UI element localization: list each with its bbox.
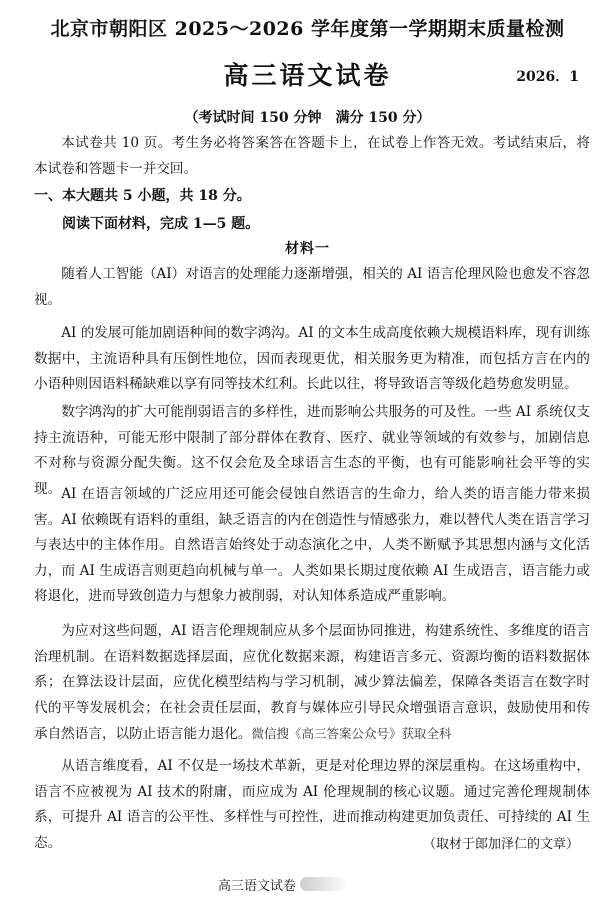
paper-date: 2026．1 [516,69,579,85]
paragraph: 从语言维度看，AI 不仅是一场技术革新，更是对伦理边界的深层重构。在这场重构中，语言不应被视为 AI 技术的附庸，而应成为 AI 伦理规制的核心议题。通过完善伦理规制体系，可提升 AI 语言的公平性、多样性与可控性，进而推动构建更加负责任、可持续的 AI 生态。 [34,758,590,851]
exam-title: 北京市朝阳区 2025～2026 学年度第一学期期末质量检测 [50,18,565,40]
section-heading: 一、本大题共 5 小题，共 18 分。 [34,188,251,204]
paper-title: 高三语文试卷 [223,61,392,90]
paragraph: AI 的发展可能加剧语种间的数字鸿沟。AI 的文本生成高度依赖大规模语料库，现有训练数据中，主流语种具有压倒性地位，因而表现更优，相关服务更为精准，而包括方言在内的小语种则因语料稀缺难以享有同等技术红利。长此以往，将导致语言等级化趋势愈发明显。 [34,325,590,392]
paragraph: AI 在语言领域的广泛应用还可能会侵蚀自然语言的生命力，给人类的语言能力带来损害。AI 依赖既有语料的重组，缺乏语言的内在创造性与情感张力，难以替代人类在语言学习与表达中的主体作用。自然语言始终处于动态演化之中，人类不断赋予其思想内涵与文化活力，而 AI 生成语言则更趋向机械与单一。人类如果长期过度依赖 AI 生成语言，语言能力或将退化，进而导致创造力与想象力被削弱，对认知体系造成严重影响。 [34,486,590,604]
scan-smudge [300,877,348,891]
wechat-note: 微信搜《高三答案公众号》获取全科 [251,726,452,741]
paragraph: 数字鸿沟的扩大可能削弱语言的多样性，进而影响公共服务的可及性。一些 AI 系统仅支持主流语种，可能无形中限制了部分群体在教育、医疗、就业等领域的有效参与，加剧信息不对称与资源分配失衡。这不仅会危及全球语言生态的平衡，也有可能影响社会平等的实现。 [34,404,590,497]
page-footer: 高三语文试卷 [218,879,297,894]
instructions: 本试卷共 10 页。考生务必将答案答在答题卡上，在试卷上作答无效。考试结束后，将本试卷和答题卡一并交回。 [34,135,590,177]
material-title: 材料一 [285,241,330,257]
source-note: （取材于郎加泽仁的文章） [422,837,579,852]
paragraph [34,619,590,748]
paragraph: 随着人工智能（AI）对语言的处理能力逐渐增强，相关的 AI 语言伦理风险也愈发不容忽视。 [34,266,590,308]
exam-info: （考试时间 150 分钟 满分 150 分） [184,110,431,126]
paragraph-text: 为应对这些问题，AI 语言伦理规制应从多个层面协同推进，构建系统性、多维度的语言治理机制。在语料数据选择层面，应优化数据来源，构建语言多元、资源均衡的语料数据体系；在算法设计层面，应优化模型结构与学习机制，减少算法偏差，保障各类语言在数字时代的平等发展机会；在社会责任层面，教育与媒体应引导民众增强语言意识，鼓励使用和传承自然语言，以防止语言能力退化。 [34,623,590,742]
task-line: 阅读下面材料，完成 1—5 题。 [62,216,260,232]
